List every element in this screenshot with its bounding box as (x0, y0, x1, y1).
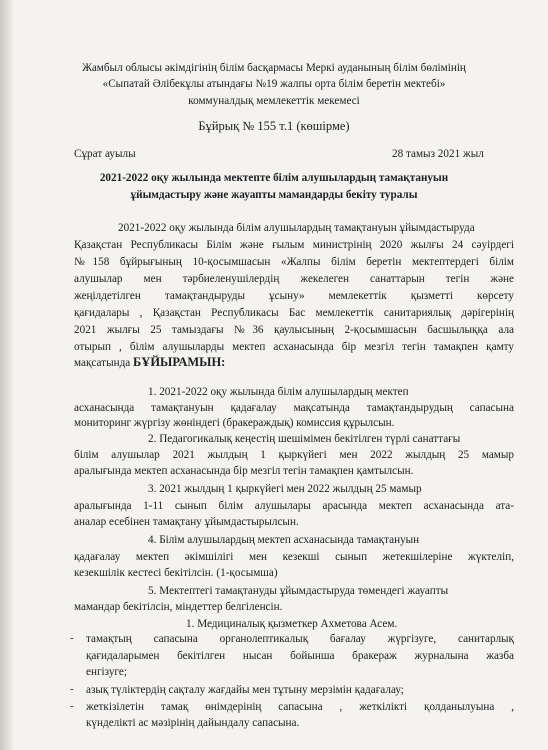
intro-line: 2021-2022 оқу жылында білім алушылардың тамақтануын ұйымдастыруда (118, 222, 475, 234)
intro-line: отырып , білім алушыларды мектеп асханасында бір мезгіл тегін тамақпен қамту (74, 341, 514, 353)
intro-line: Қазақстан Республикасы Білім және ғылым министрінің 2020 жылғы 24 сәуірдегі (74, 239, 514, 251)
org-line-3: коммуналдық мемлекеттік мекемесі (188, 95, 360, 107)
item-line: 5. Мектептегі тамақтануды ұйымдастыруда төмендегі жауапты (148, 585, 449, 597)
sub-item-line: енгізуге; (86, 666, 127, 678)
item-line: білім алушылар 2021 жылдың 1 қыркүйегі мен 2022 жылдың 25 мамыр (74, 449, 514, 461)
item-line: 2. Педагогикалық кеңестің шешімімен бекітілген түрлі санаттағы (148, 433, 461, 445)
sub-item-line: күнделікті ас мәзірінің дайындалу сапасына. (86, 717, 300, 729)
title-line-1: 2021-2022 оқу жылында мектепте білім алушылардың тамақтануын (99, 172, 449, 184)
item-line: аралығында мектеп асханасында бір мезгіл тегін тамақпен қамтылсын. (74, 465, 414, 477)
scan-shadow (0, 0, 14, 750)
item-line: аралығында 1-11 сынып білім алушылары арасында мектеп асханасында ата- (74, 500, 514, 512)
sub-item-line: азық түліктердің сақталу жағдайы мен тұтыну мерзімін қадағалау; (86, 684, 404, 696)
item-line: 4. Білім алушылардың мектеп асханасында тамақтануын (148, 534, 420, 546)
intro-line: алушылар мен тәрбиеленушілердің жекелеген санаттарын тегін және (74, 273, 514, 285)
sub-item-line: жеткізілетін тамақ өнімдерінің сапасына , жеткілікті қолданылуына , (86, 701, 514, 713)
intro-line: қағидалары , Қазақстан Республикасы Бас мемлекеттік санитариялық дәрігерінің (74, 307, 514, 319)
item-line: 3. 2021 жылдың 1 қыркүйегі мен 2022 жылдың 25 мамыр (148, 483, 422, 495)
item-line: 1. 2021-2022 оқу жылында білім алушылардың мектеп (148, 386, 409, 398)
title-line-2: ұйымдастыру және жауапты мамандарды бекіту туралы (130, 189, 418, 201)
order-number: Бұйрық № 155 т.1 (көшірме) (198, 119, 350, 133)
bullet-dash: - (70, 683, 74, 695)
intro-line: №158 бұйрығының 10-қосымшасын «Жалпы білім беретін мектептердегі білім (74, 256, 514, 268)
intro-last-text: мақсатында (74, 357, 134, 369)
intro-line: 2021 жылғы 25 тамыздағы №36 қаулысының 2-қосымшасын басшылыққа ала (74, 324, 514, 336)
org-line-1: Жамбыл облысы әкімдігінің білім басқармасы Меркі ауданының білім бөлімінің (82, 62, 466, 74)
sub-item-line: қағидаларымен бекітілген нысан бойынша бракераж журналына жазба (86, 650, 514, 662)
item-line: аналар есебінен тамақтану ұйымдастырылсын. (74, 516, 299, 528)
intro-line: жеңілдетілген тамақтандыруды ұсыну» мемлекеттік қызметті көрсету (74, 290, 514, 302)
sub-item-title: 1. Медициналық қызметкер Ахметова Асем. (186, 618, 398, 630)
item-line: мониторинг жүргізу жөніндегі (бракераждық) комиссия құрылсын. (74, 417, 395, 429)
item-line: қадағалау мектеп әкімшілігі мен кезекші сынып жетекшілеріне жүктеліп, (74, 551, 514, 563)
org-line-2: «Сыпатай Әлібекұлы атындағы №19 жалпы орта білім беретін мектебі» (102, 78, 446, 90)
item-line: мамандар бекітілсін, міндеттер белгіленсін. (74, 601, 283, 613)
sub-item-line: тамақтың сапасына органолептикалық бағалау жүргізуге, санитарлық (86, 633, 514, 645)
bullet-dash: - (70, 700, 74, 712)
item-line: кезекшілік кестесі бекітілсін. (1-қосымша) (74, 567, 278, 579)
order-word: БҰЙЫРАМЫН: (133, 355, 226, 369)
intro-last-line (74, 356, 225, 370)
place-name: Сұрат ауылы (74, 148, 136, 160)
bullet-dash: - (70, 632, 74, 644)
item-line: асханасында тамақтануын қадағалау мақсатында тамақтандырудың сапасына (74, 402, 514, 414)
order-date: 28 тамыз 2021 жыл (392, 148, 484, 160)
